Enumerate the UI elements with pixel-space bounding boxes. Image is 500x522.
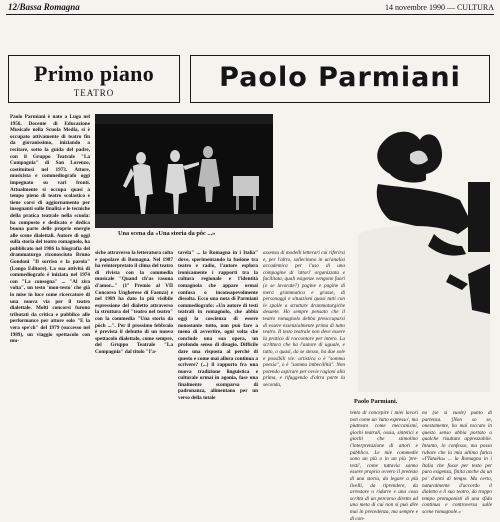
rubric-box [8,55,180,103]
rubric-title: Primo piano [33,61,155,86]
article-column-1: Paolo Parmiani è nato a Lugo nel 1956. Docente di Educazione Musicale nella Scuola Media, si è occupato attivamente di teatro fin da giovanissimo, iniziando a recitare, sotto la guida del padre, con il Gruppo Teatrale "La Compagnia" di San Lorenzo, costituitosi nel 1973. Attore, musicista e commediografo oggi impegnato su vari fronti. Attualmente si occupa quasi a tempo pieno di teatro scolastico e tiene corsi di aggiornamento per insegnanti sulle finalità e le tecniche della pratica teatrale nella scuola: ha composto e dedicato e dedica buona parte delle proprie energie alle scene dialettali. Autore di oggi sulla storia del teatro romagnolo, ha pubblicato nel 1986 la biografia del drammaturgo riconosciuto Bruno Gondoni "Il sorriso e la parola" (Longo Editore). La sua attività di commediografo è iniziata nel 1974 con "La consegna" ... "Al zira volta", un testo 'mon-testo' che già lo mise in luce come ricercatore di una nuova via per il teatro dialettale. Molti concorsi furono tributati da critica e pubblico alle performance per attore solo "E la vera spe'ch" del 1979 (successo nel 1989), un viaggio spettacolo con mu- [10,114,90,345]
rubric-subtitle: TEATRO [73,88,115,98]
article-column-3: tavèla" ... la Romagna in i Italia" dove, sperimentando la fusione tra teatro e radio, l'autore esplora ironicamente i rapporti tra la cultura regionale e l'identità romagnola che appare ormai confusa o inconsapevolmente dissolta. Ecco una nota di Parmiani commediografo: «Un autore di testi teatrali in romagnolo, che abbia oggi la coscienza di essere nonostante tutto, non può fare a meno di avvertire, ogni volta che conclude una sua opera, un profondo senso di disagio. Difficile dare una risposta al perché di questo e come mai allora continua a scrivere? (...) il rapporto fra una nuova tradizione linguistica e culturale ormai in agonia, fase una finalmente scomparsa di padronanza, alimentano per un verso della totale [178,250,258,402]
header-rule [6,14,494,15]
article-column-4: assenza di modelli letterari cui riferirsi e, per l'altro, sollecitano in un'analisi accademica per l'uso di una compagine di 'attori' organizzata e facilitata, quali esigenze vengono fuori (o se lavorate?) pagine e pagine di mera grammatica e grasse, di personaggi e situazioni quasi tutti con le spalle a strutture drammaturgiche desuete. Ho sempre pensato che il teatro romagnolo debba preoccuparsi di essere essenzialmente prima di tutto teatro. Il testo teatrale non deve essere la pratica di raccontare per intero. La scrittura che ha l'autore di uguale, e tutto, o quasi, da se stesso, ha due sole e possibili vie: artistica o è "somma poesia", o è "somma imbecillità". Non potendo aspirare per ovvie ragioni alla prima, e rifuggendo d'altra parte la seconda, [263,250,345,388]
headline: Paolo Parmiani [219,62,461,93]
article-column-5: tento di concepire i miei lavori non come un 'tutto espresso', ma piuttosto come meccanismi, giochi teatrali, ossia, sintetici e giochi che stimolino l'interpretazione di attori e pubblico. Le mie commedie sono un più o in un più 'pre-testi', come tuttavia sanno essere proprio ovvero il pretesto di una storia, da legare a più livelli, da riprendere, da arrestare o ridurre e una cosa scritta di un percorso diretto ad una meta di cui non si può dire mai in precedenza, ma sempre e di con- [350,410,418,522]
article-column-6: no (se si vuole) punto di partenza. [Non so se, onestamente, ho mai toccato in questo senso abbia portato a qualche risultato apprezzabile. Intanto, lo confesso, ma posso rubare che la mia ultima fatica «I'Tataèla» ... la Romagna in i Italia che fosse per testo per pura esigenza, finita anche da un po' d'anni di tempo. Ma certo, naturalmente d'accordo il dialetto e il suo teatro, da troppo tempo protagonisti di una sfida continua e controversa sulle scene romagnole.» [422,410,492,515]
portrait-photo [350,114,490,392]
stage-scene-photo [95,114,273,228]
headline-box [190,55,490,103]
page-section-header: 12/Bassa Romagna [8,2,80,12]
article-column-2: siche attraverso la letteratura colta e popolare di Romagna. Nel 1987 ha reinterpretato il clima del teatro di rivista con la commedia musicale "Quand ch'us rasona d'amor..." (1° Premio al VII Concorso Ungherese di Faenza) e nel 1989 ha dato la più visibile espressione del dialetto attraverso la struttura del "teatro nel teatro" con la commedia "Una storia da pôch ...". Per il prossimo febbraio è prevista il debutto di un nuovo spettacolo dialettale, come sempre, del Gruppo Teatrale "La Compagnia" dal titolo "I'a- [95,250,173,355]
portrait-photo-caption: Paolo Parmiani. [354,398,398,405]
date-section-header: 14 novembre 1990 — CULTURA [384,3,494,12]
stage-photo-caption: Una scena da «Una storia da pôc ...» [118,230,216,237]
